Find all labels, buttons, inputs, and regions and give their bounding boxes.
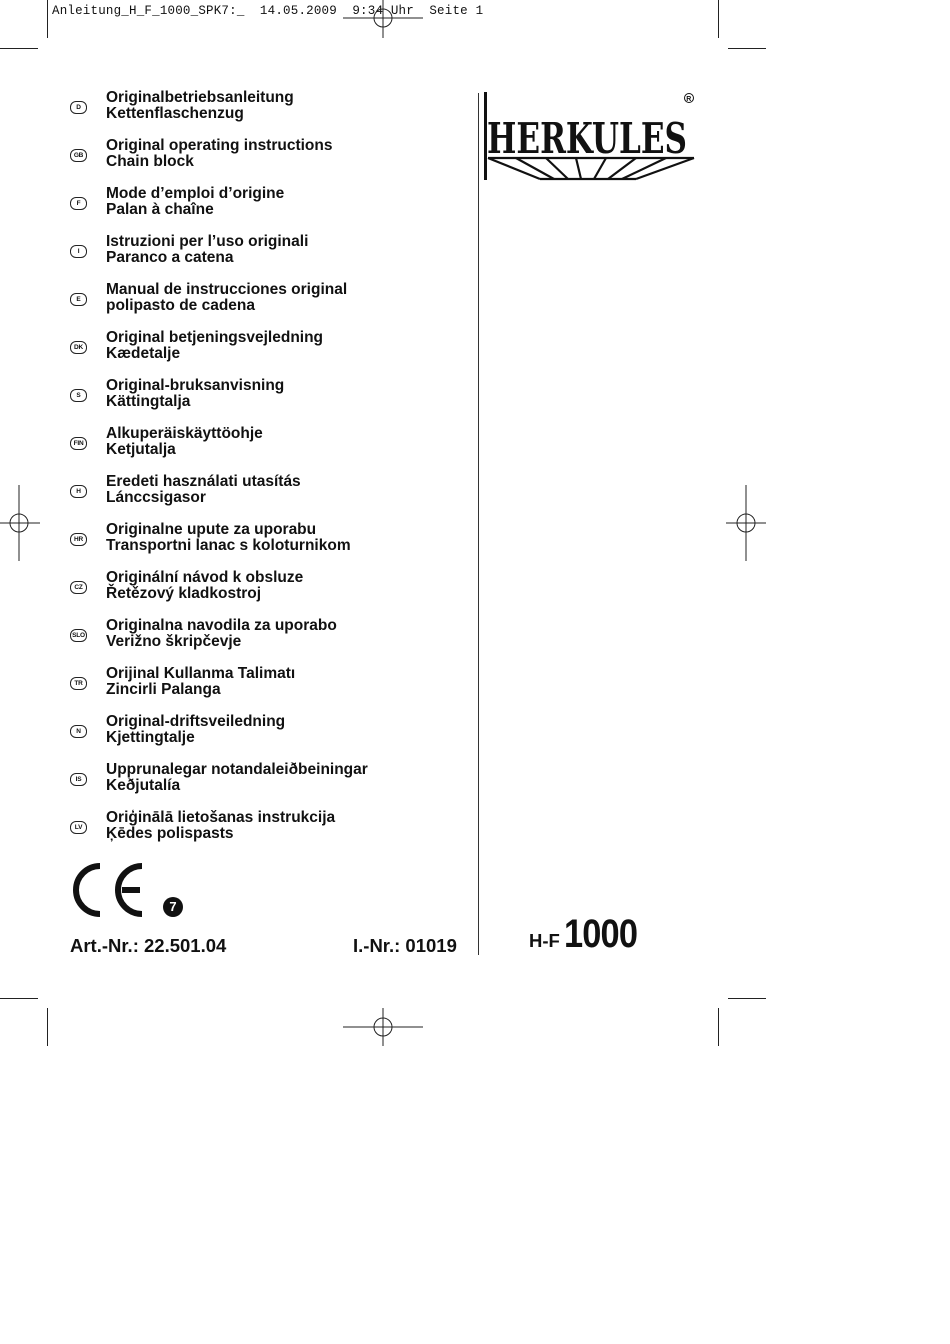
language-entry xyxy=(66,282,466,330)
model-prefix: H-F xyxy=(529,930,560,951)
manual-title: Originalbetriebsanleitung xyxy=(106,89,294,106)
product-name: Ķēdes polispasts xyxy=(106,825,234,842)
language-code-badge: CZ xyxy=(70,581,87,594)
language-code-badge: IS xyxy=(70,773,87,786)
manual-title: Original-bruksanvisning xyxy=(106,377,285,394)
crop-mark xyxy=(0,48,38,49)
crop-mark xyxy=(718,0,719,38)
crop-mark xyxy=(728,998,766,999)
language-code-badge: LV xyxy=(70,821,87,834)
product-name: Řetězový kladkostroj xyxy=(106,585,262,602)
manual-title: Manual de instrucciones original xyxy=(106,281,348,298)
language-entry xyxy=(66,426,466,474)
language-entry xyxy=(66,810,466,858)
product-name: Kjettingtalje xyxy=(106,729,195,746)
language-entry xyxy=(66,234,466,282)
herkules-logo xyxy=(484,90,698,182)
language-entry xyxy=(66,186,466,234)
language-code-badge: F xyxy=(70,197,87,210)
crop-mark xyxy=(728,48,766,49)
language-entry xyxy=(66,714,466,762)
manual-title: Orijinal Kullanma Talimatı xyxy=(106,665,296,682)
language-entry xyxy=(66,618,466,666)
language-entry xyxy=(66,570,466,618)
svg-text:HERKULES: HERKULES xyxy=(487,113,687,164)
manual-title: Original operating instructions xyxy=(106,137,333,154)
crop-mark xyxy=(718,1008,719,1046)
product-name: Kettenflaschenzug xyxy=(106,105,244,122)
manual-title: Original-driftsveiledning xyxy=(106,713,286,730)
ce-number-badge: 7 xyxy=(163,897,183,917)
language-code-badge: FIN xyxy=(70,437,87,450)
product-name: Keðjutalía xyxy=(106,777,181,794)
registration-mark-icon xyxy=(343,0,423,38)
language-entry xyxy=(66,138,466,186)
language-code-badge: S xyxy=(70,389,87,402)
product-name: Transportni lanac s koloturnikom xyxy=(106,537,351,554)
language-code-badge: H xyxy=(70,485,87,498)
crop-mark xyxy=(47,1008,48,1046)
language-entry xyxy=(66,474,466,522)
manual-title: Originalna navodila za uporabo xyxy=(106,617,337,634)
language-code-badge: N xyxy=(70,725,87,738)
i-number: I.-Nr.: 01019 xyxy=(353,935,457,956)
crop-mark xyxy=(47,0,48,38)
registration-mark-icon xyxy=(726,485,766,561)
manual-title: Eredeti használati utasítás xyxy=(106,473,301,490)
manual-title: Originalne upute za uporabu xyxy=(106,521,317,538)
language-entry xyxy=(66,522,466,570)
product-name: Kättingtalja xyxy=(106,393,191,410)
product-name: Kædetalje xyxy=(106,345,181,362)
language-entry xyxy=(66,378,466,426)
model-number: 1000 xyxy=(563,912,637,956)
language-list xyxy=(66,90,466,858)
language-code-badge: HR xyxy=(70,533,87,546)
language-code-badge: SLO xyxy=(70,629,87,642)
language-entry xyxy=(66,330,466,378)
manual-title: Mode d’emploi d’origine xyxy=(106,185,285,202)
product-name: Chain block xyxy=(106,153,194,170)
manual-title: Istruzioni per l’uso originali xyxy=(106,233,309,250)
print-header: Anleitung_H_F_1000_SPK7:_ 14.05.2009 9:34 Uhr Seite 1 xyxy=(52,4,484,18)
product-name: Palan à chaîne xyxy=(106,201,214,218)
manual-title: Originální návod k obsluze xyxy=(106,569,304,586)
language-code-badge: GB xyxy=(70,149,87,162)
crop-mark xyxy=(0,998,38,999)
language-entry xyxy=(66,90,466,138)
svg-text:R: R xyxy=(686,95,692,103)
product-name: Paranco a catena xyxy=(106,249,234,266)
language-code-badge: D xyxy=(70,101,87,114)
language-code-badge: I xyxy=(70,245,87,258)
language-code-badge: E xyxy=(70,293,87,306)
product-name: Ketjutalja xyxy=(106,441,176,458)
manual-title: Upprunalegar notandaleiðbeiningar xyxy=(106,761,368,778)
manual-title: Oriģinālā lietošanas instrukcija xyxy=(106,809,336,826)
language-entry xyxy=(66,762,466,810)
registration-mark-icon xyxy=(343,1008,423,1046)
language-code-badge: DK xyxy=(70,341,87,354)
product-name: polipasto de cadena xyxy=(106,297,256,314)
product-name: Zincirli Palanga xyxy=(106,681,221,698)
language-code-badge: TR xyxy=(70,677,87,690)
registration-mark-icon xyxy=(0,485,40,561)
article-number: Art.-Nr.: 22.501.04 xyxy=(70,935,227,956)
manual-title: Original betjeningsvejledning xyxy=(106,329,324,346)
product-name: Verižno škripčevje xyxy=(106,633,242,650)
language-entry xyxy=(66,666,466,714)
model-designation xyxy=(529,912,649,957)
product-name: Lánccsigasor xyxy=(106,489,206,506)
ce-mark-icon xyxy=(70,862,150,918)
column-divider xyxy=(478,93,479,955)
manual-title: Alkuperäiskäyttöohje xyxy=(106,425,263,442)
